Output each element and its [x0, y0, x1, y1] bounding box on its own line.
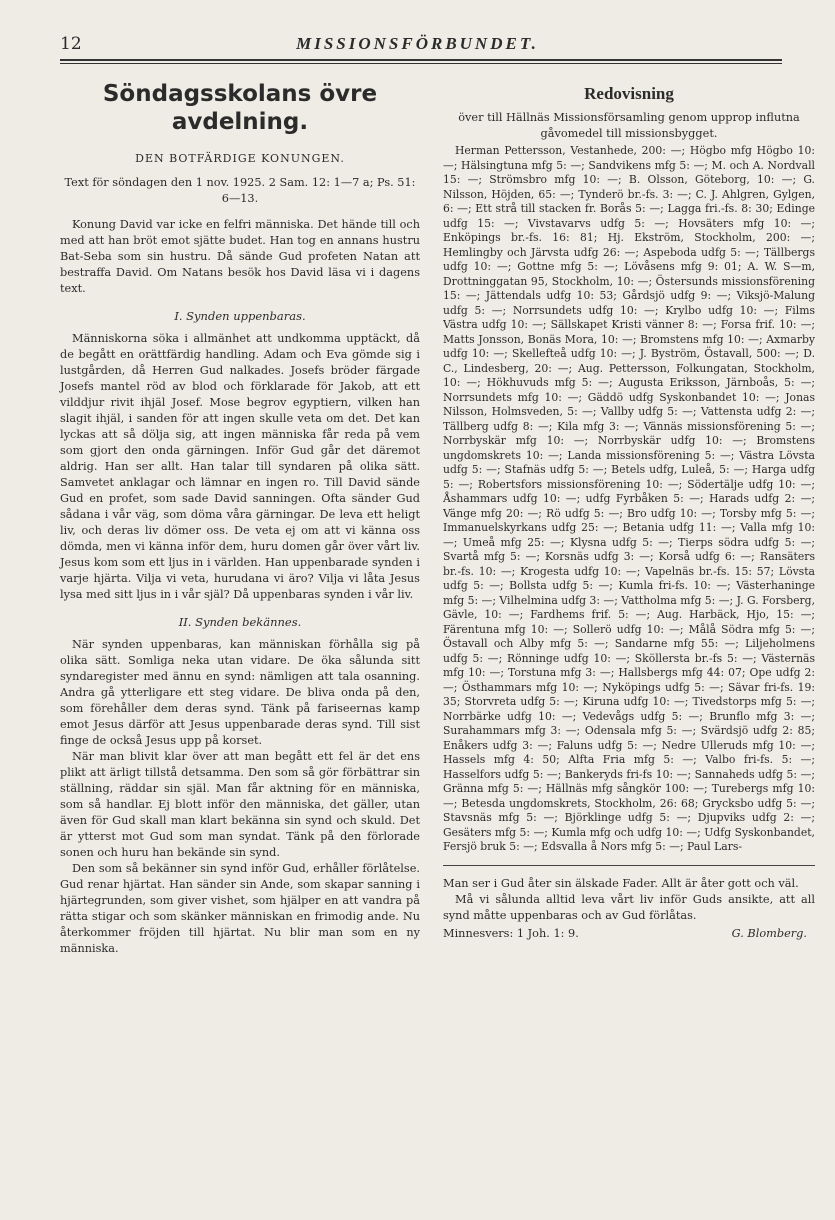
signature-line [443, 926, 815, 942]
column-separator [443, 865, 815, 866]
memory-verse: Minnesvers: 1 Joh. 1: 9. [443, 926, 579, 940]
redovisning-column [443, 80, 815, 942]
article-subtitle: DEN BOTFÄRDIGE KONUNGEN. [135, 152, 345, 165]
header-rule [60, 59, 782, 61]
article-column [60, 80, 420, 957]
section-2-paragraph-3: Den som så bekänner sin synd inför Gud, erhåller förlåtelse. Gud renar hjärtat. Han sänder sin Ande, som skapar sanning i hjärtegrunden, som giver vishet, som hjälper en att vandra på rätta stigar och som skänker människan en frimodig ande. Nu återkommer fröjden till hjärtat. Nu blir man som en ny människa. [60, 862, 420, 955]
author-signature: G. Blomberg. [731, 926, 807, 940]
section-2-heading: II. Synden bekännes. [178, 615, 302, 629]
redovisning-intro: över till Hällnäs Missionsförsamling genom upprop influtna gåvomedel till missionsbygget. [458, 111, 800, 140]
closing-paragraph-1: Man ser i Gud åter sin älskade Fader. Allt är åter gott och väl. [443, 876, 799, 890]
text-reference: Text för söndagen den 1 nov. 1925. 2 Sam. 12: 1—7 a; Ps. 51: 6—13. [64, 176, 416, 205]
redovisning-list: Herman Pettersson, Vestanhede, 200: —; Högbo mfg Högbo 10: —; Hälsingtuna mfg 5: —; Sandvikens mfg 5: —; M. och A. Nordvall 15: —; Strömsbro mfg 10: —; B. Olsson, Göteborg, 10: —; G. Nilsson, Höjden, 65: —; Tynderö br.-fs. 3: —; C. J. Ahlgren, Gylgen, 6: —; Ett strå till stacken fr. Borås 5: —; Lagga fri.-fs. 8: 30; Edinge udfg 15: —; Vivstavarvs udfg 5: —; Hovsäters mfg 10: —; Enköpings br.-fs. 16: 81; Hj. Ekström, Stockholm, 200: —; Hemlingby och Järvsta udfg 26: —; Aspeboda udfg 5: —; Tällbergs udfg 10: —; Gottne mfg 5: —; Lövåsens mfg 9: 01; A. W. S—m, Drottninggatan 95, Stockholm, 10: —; Östersunds missionsförening 15: —; Jättendals udfg 10: 53; Gårdsjö udfg 9: —; Viksjö-Malung udfg 5: —; Norrsundets udfg 10: —; Krylbo udfg 10: —; Films Västra udfg 10: —; Sällskapet Kristi vänner 8: —; Forsa frif. 10: —; Matts Jonsson, Bonäs Mora, 10: —; Bromstens mfg 10: —; Axmarby udfg 10: —; Skellefteå udfg 10: —; J. Byström, Östavall, 500: —; D. C., Lindesberg, 20: —; Aug. Pettersson, Folkungatan, Stockholm, 10: —; Hökhuvuds mfg 5: —; Augusta Eriksson, Järnboås, 5: —; Norrsundets mfg 10: —; Gäddö udfg Syskonbandet 10: —; Jonas Nilsson, Holmsveden, 5: —; Vallby udfg 5: —; Vattensta udfg 2: —; Tällberg udfg 8: —; Kila mfg 3: —; Vännäs missionsförening 5: —; Norrbyskär mfg 10: —; Norrbyskär udfg 10: —; Bromstens ungdomskrets 10: —; Landa missionsförening 5: —; Västra Lövsta udfg 5: —; Stafnäs udfg 5: —; Betels udfg, Luleå, 5: —; Harga udfg 5: —; Robertsfors missionsförening 10: —; Södertälje udfg 10: —; Åshammars udfg 10: —; udfg Fyrbåken 5: —; Harads udfg 2: —; Vänge mfg 20: —; Rö udfg 5: —; Bro udfg 10: —; Torsby mfg 5: —; Immanuelskyrkans udfg 25: —; Betania udfg 11: —; Valla mfg 10: —; Umeå mfg 25: —; Klysna udfg 5: —; Tierps södra udfg 5: —; Svartå mfg 5: —; Korsnäs udfg 3: —; Korså udfg 6: —; Ransäters br.-fs. 10: —; Krogesta udfg 10: —; Vapelnäs br.-fs. 15: 57; Lövsta udfg 5: —; Bollsta udfg 5: —; Kumla fri-fs. 10: —; Västerhaninge mfg 5: —; Vilhelmina udfg 3: —; Vattholma mfg 5: —; J. G. Forsberg, Gävle, 10: —; Fardhems frif. 5: —; Aug. Harbäck, Hjo, 15: —; Färentuna mfg 10: —; Sollerö udfg 10: —; Målå Södra mfg 5: —; Östavall och Alby mfg 5: —; Sandarne mfg 55: —; Liljeholmens udfg 5: —; Rönninge udfg 10: —; Sköllersta br.-fs 5: —; Västernäs mfg 10: —; Torstuna mfg 3: —; Hallsbergs mfg 44: 07; Ope udfg 2: —; Östhammars mfg 10: —; Nyköpings udfg 5: —; Sävar fri-fs. 19: 35; Storvreta udfg 5: —; Kiruna udfg 10: —; Tivedstorps mfg 5: —; Norrbärke udfg 10: —; Vedevågs udfg 5: —; Brunflo mfg 3: —; Surahammars mfg 3: —; Odensala mfg 5: —; Svärdsjö udfg 2: 85; Enåkers udfg 3: —; Faluns udfg 5: —; Nedre Ulleruds mfg 10: —; Hassels mfg 4: 50; Alfta Fria mfg 5: —; Valbo fri-fs. 5: —; Hasselfors udfg 5: —; Bankeryds fri-fs 10: —; Sannaheds udfg 5: —; Gränna mfg 5: —; Hällnäs mfg sångkör 100: —; Turebergs mfg 10: —; Betesda ungdomskrets, Stockholm, 26: 68; Grycksbo udfg 5: —; Stavsnäs mfg 5: —; Björklinge udfg 5: —; Djupviks udfg 2: —; Gesäters mfg 5: —; Kumla mfg och udfg 10: —; Udfg Syskonbandet, Fersjö bruk 5: —; Edsvalla å Nors mfg 5: —; Paul Lars- [443, 144, 815, 853]
page-header [0, 0, 835, 70]
page-number: 12 [60, 34, 82, 54]
section-1-heading: I. Synden uppenbaras. [174, 309, 306, 323]
intro-paragraph: Konung David var icke en felfri människa. Det hände till och med att han bröt emot sjätte budet. Han tog en annans hustru Bat-Seba som sin hustru. Då sände Gud profeten Natan att bestraffa David. Om Natans besök hos David läsa vi i dagens text. [60, 218, 420, 295]
section-2-paragraph-2: När man blivit klar över att man begått ett fel är det ens plikt att ärligt tillstå detsamma. Den som så gör förbättrar sin ställning, räddar sin själ. Man får aktning för en människa, som så handlar. Ej blott inför den människa, det gäller, utan även för Gud skall man klart bekänna sin synd och skuld. Det är ytterst mot Gud som man syndat. Tänk på den förlorade sonen och huru han bekände sin synd. [60, 750, 420, 859]
article-title: Söndagsskolans övre avdelning. [102, 81, 378, 135]
journal-title: MISSIONSFÖRBUNDET. [296, 34, 539, 53]
section-2-paragraph-1: När synden uppenbaras, kan människan förhålla sig på olika sätt. Somliga neka utan vidare. De öka sålunda sitt syndaregister med ännu en synd: nämligen att tala osanning. Andra gå ytterligare ett steg vidare. De bliva onda på den, som förehåller dem deras synd. Tänk på fariseernas kamp emot Jesus därför att Jesus uppenbarade deras synd. Till sist finge de också Jesus upp på korset. [60, 638, 420, 747]
closing-paragraph-2: Må vi sålunda alltid leva vårt liv inför Guds ansikte, att all synd måtte uppenbaras och av Gud förlåtas. [443, 892, 815, 922]
section-1-text: Människorna söka i allmänhet att undkomma upptäckt, då de begått en orättfärdig handling. Adam och Eva gömde sig i lustgården, då Herren Gud nalkades. Josefs bröder färgade Josefs mantel röd av blod och förklarade för Jakob, att ett vilddjur rivit ihjäl Josef. Mose begrov egyptiern, vilken han slagit ihjäl, i sanden för att ingen skulle veta om det. Det kan lyckas att så dölja sig, att ingen människa får reda på vem som gjort den onda gärningen. Inför Gud går det däremot aldrig. Han ser allt. Han talar till syndaren på olika sätt. Samvetet anklagar och lämnar en ingen ro. Till David sände Gud en profet, som sade David sanningen. Ofta sänder Gud sådana i vår väg, som döma våra gärningar. De leva ett heligt liv, och deras liv dömer oss. De veta ej om att vi känna oss dömda, men vi känna inför dem, huru domen går över vårt liv. Jesus kom som ett ljus in i världen. Han uppenbarade synden i varje hjärta. Vilja vi veta, hurudana vi äro? Vilja vi låta Jesus lysa med sitt ljus in i vår själ? Då uppenbaras synden i vår liv. [60, 332, 420, 601]
header-rule-thin [60, 63, 782, 64]
redovisning-title: Redovisning [584, 84, 674, 103]
